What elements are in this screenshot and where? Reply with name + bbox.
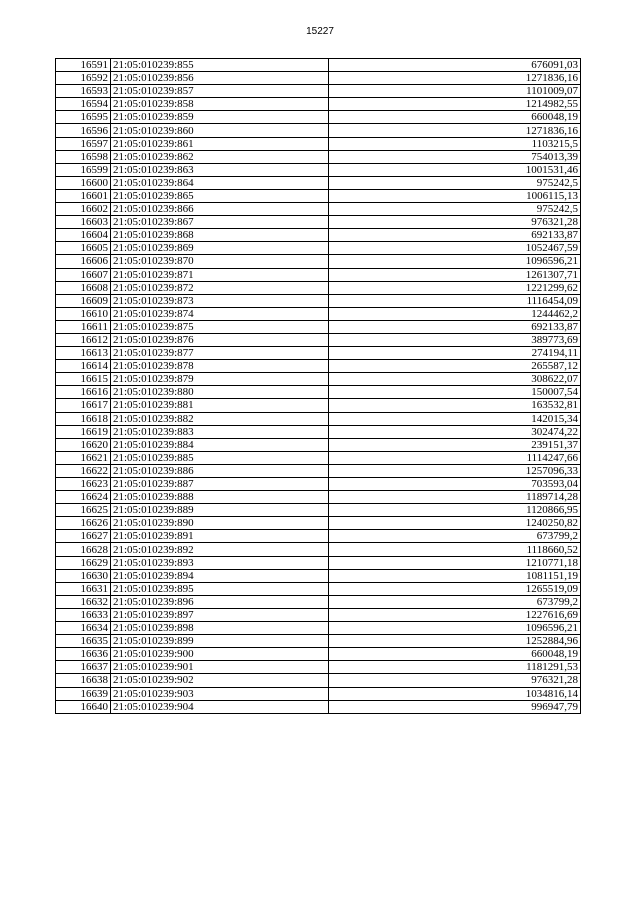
cadastral-number-cell: 21:05:010239:887 — [111, 478, 329, 491]
table-row — [56, 491, 581, 504]
cadastral-value-cell: 1271836,16 — [329, 72, 581, 85]
table-row — [56, 661, 581, 674]
cadastral-value-cell: 274194,11 — [329, 347, 581, 360]
table-row — [56, 150, 581, 163]
cadastral-number-cell: 21:05:010239:894 — [111, 569, 329, 582]
cadastral-number-cell: 21:05:010239:899 — [111, 635, 329, 648]
cadastral-number-cell: 21:05:010239:860 — [111, 124, 329, 137]
cadastral-value-cell: 1103215,5 — [329, 137, 581, 150]
row-number-cell: 16637 — [56, 661, 111, 674]
table-row — [56, 111, 581, 124]
row-number-cell: 16621 — [56, 451, 111, 464]
cadastral-value-cell: 1081151,19 — [329, 569, 581, 582]
cadastral-number-cell: 21:05:010239:891 — [111, 530, 329, 543]
table-row — [56, 255, 581, 268]
table-row — [56, 268, 581, 281]
table-row — [56, 72, 581, 85]
cadastral-value-cell: 1210771,18 — [329, 556, 581, 569]
cadastral-number-cell: 21:05:010239:865 — [111, 189, 329, 202]
cadastral-number-cell: 21:05:010239:857 — [111, 85, 329, 98]
cadastral-value-cell: 660048,19 — [329, 648, 581, 661]
cadastral-number-cell: 21:05:010239:886 — [111, 464, 329, 477]
cadastral-number-cell: 21:05:010239:892 — [111, 543, 329, 556]
cadastral-number-cell: 21:05:010239:895 — [111, 582, 329, 595]
table-row — [56, 242, 581, 255]
row-number-cell: 16619 — [56, 425, 111, 438]
table-row — [56, 504, 581, 517]
cadastral-number-cell: 21:05:010239:870 — [111, 255, 329, 268]
row-number-cell: 16612 — [56, 333, 111, 346]
cadastral-number-cell: 21:05:010239:855 — [111, 59, 329, 72]
cadastral-value-cell: 1096596,21 — [329, 255, 581, 268]
cadastral-value-cell: 1114247,66 — [329, 451, 581, 464]
row-number-cell: 16611 — [56, 320, 111, 333]
cadastral-number-cell: 21:05:010239:885 — [111, 451, 329, 464]
cadastral-value-cell: 673799,2 — [329, 595, 581, 608]
cadastral-number-cell: 21:05:010239:896 — [111, 595, 329, 608]
row-number-cell: 16618 — [56, 412, 111, 425]
cadastral-number-cell: 21:05:010239:866 — [111, 203, 329, 216]
cadastral-number-cell: 21:05:010239:882 — [111, 412, 329, 425]
table-row — [56, 294, 581, 307]
cadastral-number-cell: 21:05:010239:873 — [111, 294, 329, 307]
row-number-cell: 16603 — [56, 216, 111, 229]
row-number-cell: 16592 — [56, 72, 111, 85]
table-row — [56, 635, 581, 648]
row-number-cell: 16602 — [56, 203, 111, 216]
cadastral-number-cell: 21:05:010239:880 — [111, 386, 329, 399]
cadastral-value-cell: 163532,81 — [329, 399, 581, 412]
table-row — [56, 85, 581, 98]
cadastral-number-cell: 21:05:010239:900 — [111, 648, 329, 661]
row-number-cell: 16617 — [56, 399, 111, 412]
table-row — [56, 412, 581, 425]
cadastral-value-cell: 1001531,46 — [329, 163, 581, 176]
row-number-cell: 16613 — [56, 347, 111, 360]
row-number-cell: 16594 — [56, 98, 111, 111]
table-row — [56, 700, 581, 713]
table-row — [56, 425, 581, 438]
row-number-cell: 16640 — [56, 700, 111, 713]
table-row — [56, 582, 581, 595]
table-row — [56, 360, 581, 373]
cadastral-value-cell: 1101009,07 — [329, 85, 581, 98]
cadastral-number-cell: 21:05:010239:868 — [111, 229, 329, 242]
cadastral-number-cell: 21:05:010239:893 — [111, 556, 329, 569]
row-number-cell: 16600 — [56, 176, 111, 189]
row-number-cell: 16635 — [56, 635, 111, 648]
row-number-cell: 16623 — [56, 478, 111, 491]
table-row — [56, 543, 581, 556]
cadastral-value-cell: 703593,04 — [329, 478, 581, 491]
row-number-cell: 16622 — [56, 464, 111, 477]
cadastral-value-cell: 1221299,62 — [329, 281, 581, 294]
cadastral-value-cell: 389773,69 — [329, 333, 581, 346]
cadastral-number-cell: 21:05:010239:888 — [111, 491, 329, 504]
cadastral-number-cell: 21:05:010239:876 — [111, 333, 329, 346]
cadastral-value-cell: 673799,2 — [329, 530, 581, 543]
cadastral-number-cell: 21:05:010239:883 — [111, 425, 329, 438]
table-row — [56, 320, 581, 333]
cadastral-number-cell: 21:05:010239:881 — [111, 399, 329, 412]
row-number-cell: 16626 — [56, 517, 111, 530]
cadastral-value-cell: 976321,28 — [329, 216, 581, 229]
table-row — [56, 648, 581, 661]
row-number-cell: 16634 — [56, 622, 111, 635]
cadastral-value-cell: 1271836,16 — [329, 124, 581, 137]
table-row — [56, 59, 581, 72]
table-row — [56, 517, 581, 530]
row-number-cell: 16639 — [56, 687, 111, 700]
cadastral-number-cell: 21:05:010239:869 — [111, 242, 329, 255]
cadastral-value-cell: 975242,5 — [329, 203, 581, 216]
cadastral-number-cell: 21:05:010239:874 — [111, 307, 329, 320]
table-row — [56, 595, 581, 608]
cadastral-number-cell: 21:05:010239:902 — [111, 674, 329, 687]
table-row — [56, 478, 581, 491]
table-row — [56, 386, 581, 399]
table-body — [56, 59, 581, 714]
row-number-cell: 16631 — [56, 582, 111, 595]
row-number-cell: 16632 — [56, 595, 111, 608]
cadastral-number-cell: 21:05:010239:862 — [111, 150, 329, 163]
cadastral-value-cell: 265587,12 — [329, 360, 581, 373]
cadastral-number-cell: 21:05:010239:879 — [111, 373, 329, 386]
cadastral-number-cell: 21:05:010239:863 — [111, 163, 329, 176]
cadastral-value-cell: 976321,28 — [329, 674, 581, 687]
table-row — [56, 464, 581, 477]
cadastral-value-cell: 1006115,13 — [329, 189, 581, 202]
table-row — [56, 674, 581, 687]
row-number-cell: 16627 — [56, 530, 111, 543]
cadastral-value-cell: 239151,37 — [329, 438, 581, 451]
row-number-cell: 16616 — [56, 386, 111, 399]
cadastral-number-cell: 21:05:010239:884 — [111, 438, 329, 451]
row-number-cell: 16625 — [56, 504, 111, 517]
cadastral-value-cell: 142015,34 — [329, 412, 581, 425]
row-number-cell: 16605 — [56, 242, 111, 255]
table-row — [56, 216, 581, 229]
table-row — [56, 687, 581, 700]
cadastral-value-cell: 692133,87 — [329, 229, 581, 242]
cadastral-number-cell: 21:05:010239:901 — [111, 661, 329, 674]
cadastral-value-cell: 754013,39 — [329, 150, 581, 163]
cadastral-number-cell: 21:05:010239:872 — [111, 281, 329, 294]
row-number-cell: 16606 — [56, 255, 111, 268]
row-number-cell: 16595 — [56, 111, 111, 124]
cadastral-number-cell: 21:05:010239:890 — [111, 517, 329, 530]
cadastral-value-cell: 1120866,95 — [329, 504, 581, 517]
cadastral-number-cell: 21:05:010239:898 — [111, 622, 329, 635]
page-number: 15227 — [306, 26, 334, 37]
table-row — [56, 451, 581, 464]
cadastral-value-cell: 308622,07 — [329, 373, 581, 386]
row-number-cell: 16620 — [56, 438, 111, 451]
table-row — [56, 347, 581, 360]
row-number-cell: 16593 — [56, 85, 111, 98]
cadastral-number-cell: 21:05:010239:897 — [111, 608, 329, 621]
cadastral-number-cell: 21:05:010239:871 — [111, 268, 329, 281]
cadastral-value-cell: 1052467,59 — [329, 242, 581, 255]
cadastral-value-cell: 1181291,53 — [329, 661, 581, 674]
cadastral-value-cell: 1118660,52 — [329, 543, 581, 556]
table-row — [56, 281, 581, 294]
row-number-cell: 16609 — [56, 294, 111, 307]
cadastral-value-cell: 1096596,21 — [329, 622, 581, 635]
table-row — [56, 203, 581, 216]
row-number-cell: 16607 — [56, 268, 111, 281]
row-number-cell: 16598 — [56, 150, 111, 163]
cadastral-value-cell: 975242,5 — [329, 176, 581, 189]
cadastral-number-cell: 21:05:010239:856 — [111, 72, 329, 85]
row-number-cell: 16614 — [56, 360, 111, 373]
cadastral-value-cell: 996947,79 — [329, 700, 581, 713]
cadastral-value-cell: 302474,22 — [329, 425, 581, 438]
table-row — [56, 333, 581, 346]
cadastral-number-cell: 21:05:010239:859 — [111, 111, 329, 124]
table-row — [56, 569, 581, 582]
row-number-cell: 16599 — [56, 163, 111, 176]
cadastral-value-cell: 1265519,09 — [329, 582, 581, 595]
row-number-cell: 16608 — [56, 281, 111, 294]
cadastral-value-cell: 1261307,71 — [329, 268, 581, 281]
cadastral-value-cell: 1214982,55 — [329, 98, 581, 111]
row-number-cell: 16597 — [56, 137, 111, 150]
cadastral-value-cell: 1257096,33 — [329, 464, 581, 477]
cadastral-number-cell: 21:05:010239:889 — [111, 504, 329, 517]
cadastral-value-cell: 1240250,82 — [329, 517, 581, 530]
cadastral-value-cell: 676091,03 — [329, 59, 581, 72]
cadastral-number-cell: 21:05:010239:878 — [111, 360, 329, 373]
row-number-cell: 16604 — [56, 229, 111, 242]
cadastral-value-cell: 1189714,28 — [329, 491, 581, 504]
cadastral-value-cell: 150007,54 — [329, 386, 581, 399]
row-number-cell: 16636 — [56, 648, 111, 661]
cadastral-value-cell: 1116454,09 — [329, 294, 581, 307]
row-number-cell: 16630 — [56, 569, 111, 582]
cadastral-value-cell: 692133,87 — [329, 320, 581, 333]
row-number-cell: 16610 — [56, 307, 111, 320]
table-row — [56, 189, 581, 202]
row-number-cell: 16629 — [56, 556, 111, 569]
table-row — [56, 438, 581, 451]
row-number-cell: 16624 — [56, 491, 111, 504]
cadastral-number-cell: 21:05:010239:904 — [111, 700, 329, 713]
table-row — [56, 229, 581, 242]
cadastral-number-cell: 21:05:010239:864 — [111, 176, 329, 189]
table-row — [56, 163, 581, 176]
cadastral-number-cell: 21:05:010239:858 — [111, 98, 329, 111]
row-number-cell: 16596 — [56, 124, 111, 137]
cadastral-value-cell: 1252884,96 — [329, 635, 581, 648]
table-row — [56, 124, 581, 137]
table-row — [56, 307, 581, 320]
cadastral-value-cell: 1227616,69 — [329, 608, 581, 621]
row-number-cell: 16601 — [56, 189, 111, 202]
row-number-cell: 16633 — [56, 608, 111, 621]
cadastral-number-cell: 21:05:010239:903 — [111, 687, 329, 700]
table-row — [56, 373, 581, 386]
table-row — [56, 137, 581, 150]
row-number-cell: 16628 — [56, 543, 111, 556]
table-row — [56, 530, 581, 543]
row-number-cell: 16638 — [56, 674, 111, 687]
cadastral-value-cell: 1034816,14 — [329, 687, 581, 700]
cadastral-value-table — [55, 58, 581, 714]
cadastral-value-cell: 1244462,2 — [329, 307, 581, 320]
table-row — [56, 622, 581, 635]
table-row — [56, 176, 581, 189]
table-row — [56, 556, 581, 569]
cadastral-number-cell: 21:05:010239:875 — [111, 320, 329, 333]
cadastral-number-cell: 21:05:010239:867 — [111, 216, 329, 229]
table-row — [56, 399, 581, 412]
row-number-cell: 16615 — [56, 373, 111, 386]
table-row — [56, 98, 581, 111]
table-row — [56, 608, 581, 621]
cadastral-number-cell: 21:05:010239:877 — [111, 347, 329, 360]
cadastral-number-cell: 21:05:010239:861 — [111, 137, 329, 150]
cadastral-value-cell: 660048,19 — [329, 111, 581, 124]
row-number-cell: 16591 — [56, 59, 111, 72]
